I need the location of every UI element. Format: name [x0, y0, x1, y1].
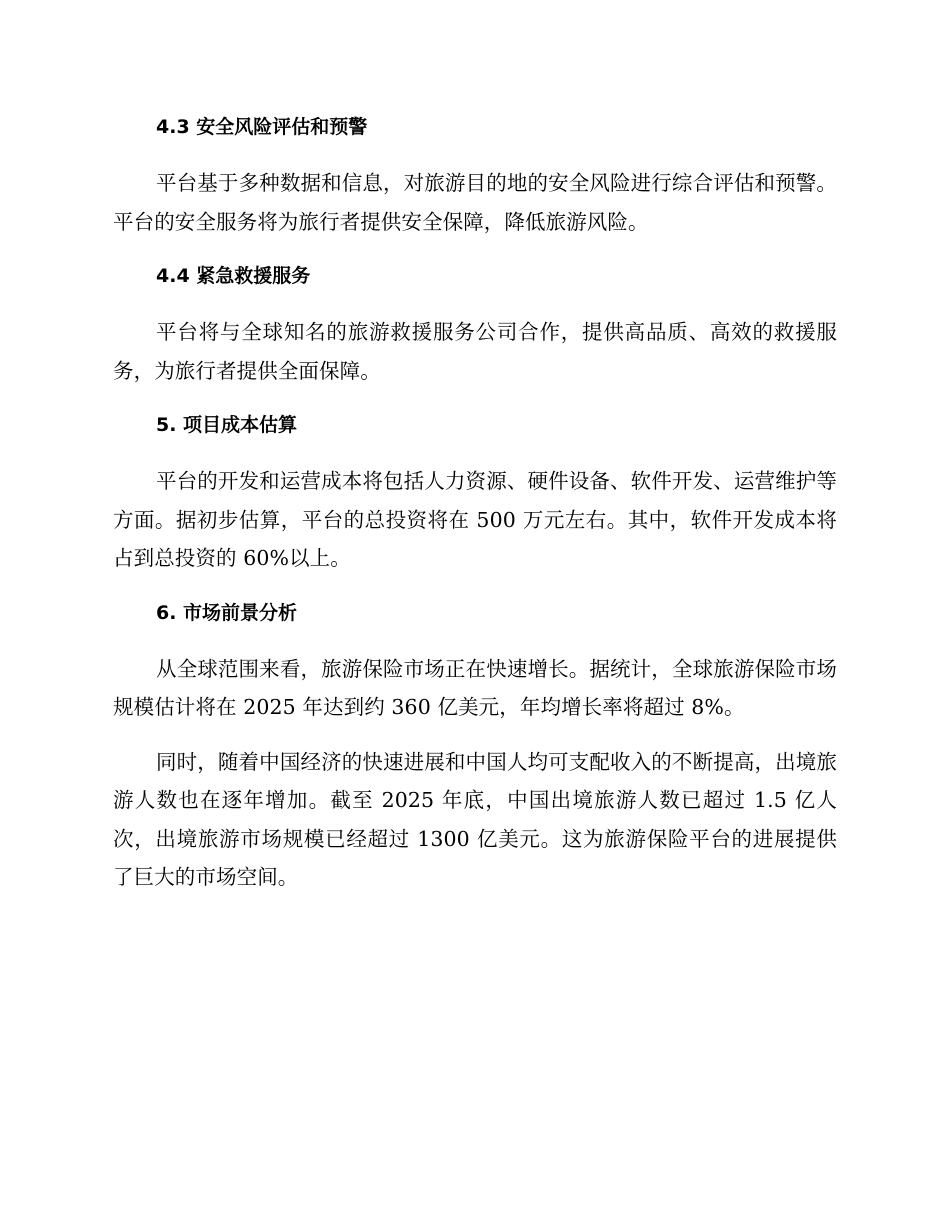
section-5-paragraph: 平台的开发和运营成本将包括人力资源、硬件设备、软件开发、运营维护等方面。据初步估算，平台的总投资将在 500 万元左右。其中，软件开发成本将占到总投资的 60%以上。 — [113, 469, 837, 570]
spacer — [113, 241, 837, 257]
spacer — [113, 146, 837, 164]
spacer — [113, 727, 837, 743]
section-heading-4-3: 4.3 安全风险评估和预警 — [156, 116, 368, 138]
spacer — [113, 632, 837, 650]
section-6-paragraph-1: 从全球范围来看，旅游保险市场正在快速增长。据统计，全球旅游保险市场规模估计将在 2025 年达到约 360 亿美元，年均增长率将超过 8%。 — [113, 656, 837, 719]
section-heading-6: 6. 市场前景分析 — [156, 601, 298, 624]
section-heading-5: 5. 项目成本估算 — [156, 414, 298, 436]
document-body — [113, 108, 837, 897]
spacer — [113, 295, 837, 313]
spacer — [113, 444, 837, 462]
section-6-paragraph-2: 同时，随着中国经济的快速进展和中国人均可支配收入的不断提高，出境旅游人数也在逐年增加。截至 2025 年底，中国出境旅游人数已超过 1.5 亿人次，出境旅游市场规模已经超过 1300 亿美元。这为旅游保险平台的进展提供了巨大的市场空间。 — [113, 749, 837, 889]
section-heading-4-4: 4.4 紧急救援服务 — [156, 265, 311, 287]
spacer — [113, 390, 837, 406]
spacer — [113, 578, 837, 594]
section-4-4-paragraph: 平台将与全球知名的旅游救援服务公司合作，提供高品质、高效的救援服务，为旅行者提供全面保障。 — [113, 320, 837, 383]
section-4-3-paragraph: 平台基于多种数据和信息，对旅游目的地的安全风险进行综合评估和预警。平台的安全服务将为旅行者提供安全保障，降低旅游风险。 — [113, 171, 837, 234]
